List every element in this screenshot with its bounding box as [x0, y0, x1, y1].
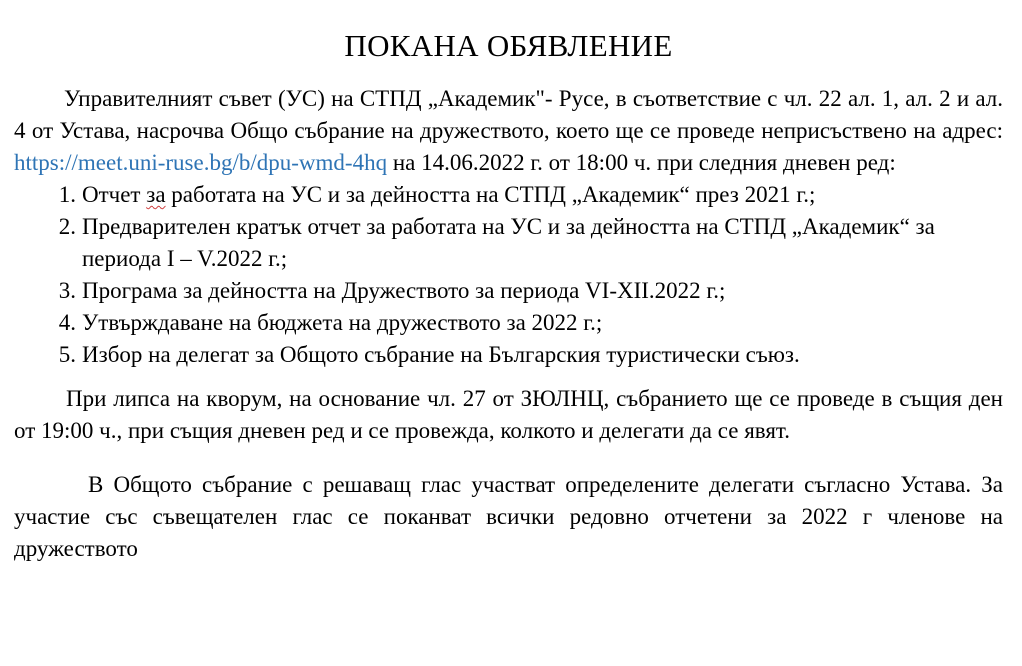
- agenda-item-number: 3.: [58, 278, 76, 303]
- agenda-item-text: Утвърждаване на бюджета на дружеството за 2022 г.;: [82, 310, 603, 335]
- agenda-item-number: 5.: [58, 342, 76, 367]
- agenda-item-text-spellcheck: за: [146, 182, 166, 207]
- document-page: [14, 0, 1003, 565]
- meeting-link[interactable]: https://meet.uni-ruse.bg/b/dpu-wmd-4hq: [14, 150, 388, 175]
- agenda-item: [14, 211, 1003, 275]
- quorum-paragraph: При липса на кворум, на основание чл. 27 от ЗЮЛНЦ, събранието ще се проведе в същия ден от 19:00 ч., при същия дневен ред и се провежда, колкото и делегати да се явят.: [14, 386, 1003, 443]
- delegates-paragraph: В Общото събрание с решаващ глас участват определените делегати съгласно Устава. За участие със съвещателен глас се поканват всички редовно отчетени за 2022 г членове на дружеството: [14, 472, 1003, 561]
- agenda-item: [14, 307, 1003, 339]
- intro-text-after-link: на 14.06.2022 г. от 18:00 ч. при следния дневен ред:: [387, 150, 896, 175]
- agenda-item-text: [82, 179, 1003, 211]
- agenda-item-text: Програма за дейността на Дружеството за периода VI-XII.2022 г.;: [82, 278, 726, 303]
- intro-text-before-link: Управителният съвет (УС) на СТПД „Академик"- Русе, в съответствие с чл. 22 ал. 1, ал. 2 и ал. 4 от Устава, насрочва Общо събрание на дружеството, което ще се проведе неприсъствено на адрес:: [14, 86, 1003, 143]
- agenda-item-text: Избор на делегат за Общото събрание на Българския туристически съюз.: [82, 342, 800, 367]
- agenda-item-text-part: работата на УС и за дейността на СТПД „Академик“ през 2021 г.;: [165, 182, 816, 207]
- agenda-item-text-part: Отчет: [82, 182, 147, 207]
- intro-paragraph: [14, 83, 1003, 179]
- agenda-item: [14, 179, 1003, 211]
- agenda-item-text: Предварителен кратък отчет за работата на УС и за дейността на СТПД „Академик“ за периода I – V.2022 г.;: [82, 214, 935, 271]
- agenda-item-number: 4.: [58, 310, 76, 335]
- agenda-item: [14, 275, 1003, 307]
- agenda-item: [14, 339, 1003, 371]
- agenda-item-number: 2.: [58, 214, 76, 239]
- document-title: ПОКАНА ОБЯВЛЕНИЕ: [344, 28, 673, 63]
- agenda-item-number: 1.: [58, 182, 76, 207]
- agenda-list: [14, 179, 1003, 371]
